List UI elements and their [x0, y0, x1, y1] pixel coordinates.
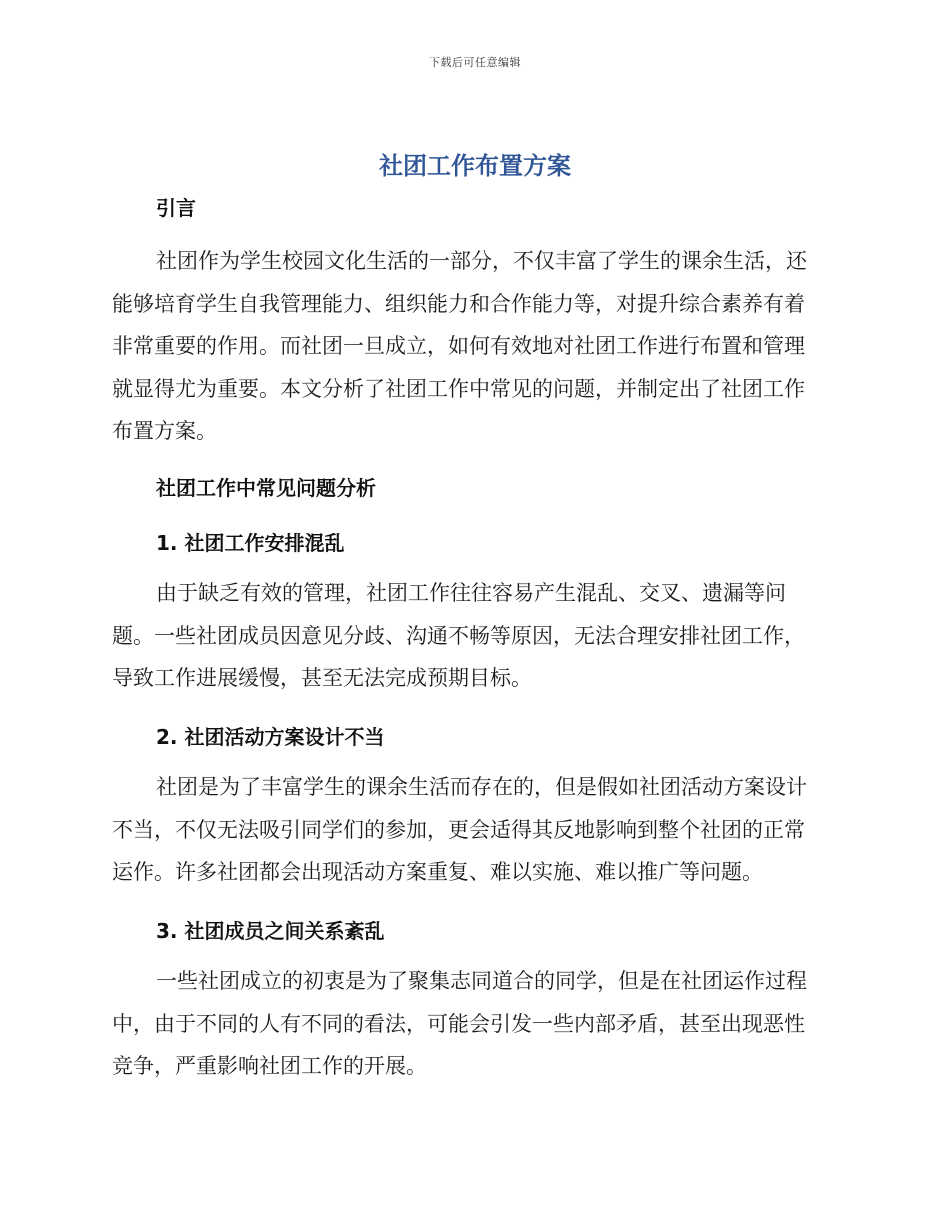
item2-heading: 2. 社团活动方案设计不当: [156, 725, 385, 749]
item2-paragraph: [112, 766, 830, 894]
analysis-heading: 社团工作中常见问题分析: [156, 476, 376, 500]
intro-heading: 引言: [156, 196, 196, 220]
item1-heading: 1. 社团工作安排混乱: [156, 531, 345, 555]
item3-paragraph: [112, 960, 830, 1088]
intro-paragraph: [112, 240, 830, 453]
paragraph-line: 能够培育学生自我管理能力、组织能力和合作能力等，对提升综合素养有着: [112, 291, 805, 316]
page-title: 社团工作布置方案: [379, 152, 571, 180]
paragraph-line: 运作。许多社团都会出现活动方案重复、难以实施、难以推广等问题。: [112, 860, 763, 884]
paragraph-line: 不当，不仅无法吸引同学们的参加，更会适得其反地影响到整个社团的正常: [112, 817, 805, 842]
paragraph-line: 布置方案。: [112, 419, 217, 443]
item1-paragraph: [112, 572, 830, 700]
paragraph-line: 一些社团成立的初衷是为了聚集志同道合的同学，但是在社团运作过程: [156, 969, 807, 993]
paragraph-line: 社团是为了丰富学生的课余生活而存在的，但是假如社团活动方案设计: [156, 775, 807, 799]
paragraph-line: 由于缺乏有效的管理，社团工作往往容易产生混乱、交叉、遗漏等问: [156, 581, 786, 605]
header-note: 下载后可任意编辑: [429, 56, 521, 69]
paragraph-line: 竞争，严重影响社团工作的开展。: [112, 1054, 427, 1078]
paragraph-line: 题。一些社团成员因意见分歧、沟通不畅等原因，无法合理安排社团工作，: [112, 623, 805, 648]
paragraph-line: 社团作为学生校园文化生活的一部分，不仅丰富了学生的课余生活，还: [156, 249, 807, 273]
paragraph-line: 中，由于不同的人有不同的看法，可能会引发一些内部矛盾，甚至出现恶性: [112, 1011, 805, 1036]
item3-heading: 3. 社团成员之间关系紊乱: [156, 919, 385, 943]
paragraph-line: 就显得尤为重要。本文分析了社团工作中常见的问题，并制定出了社团工作: [112, 376, 805, 401]
paragraph-line: 导致工作进展缓慢，甚至无法完成预期目标。: [112, 666, 532, 690]
paragraph-line: 非常重要的作用。而社团一旦成立，如何有效地对社团工作进行布置和管理: [112, 334, 805, 358]
